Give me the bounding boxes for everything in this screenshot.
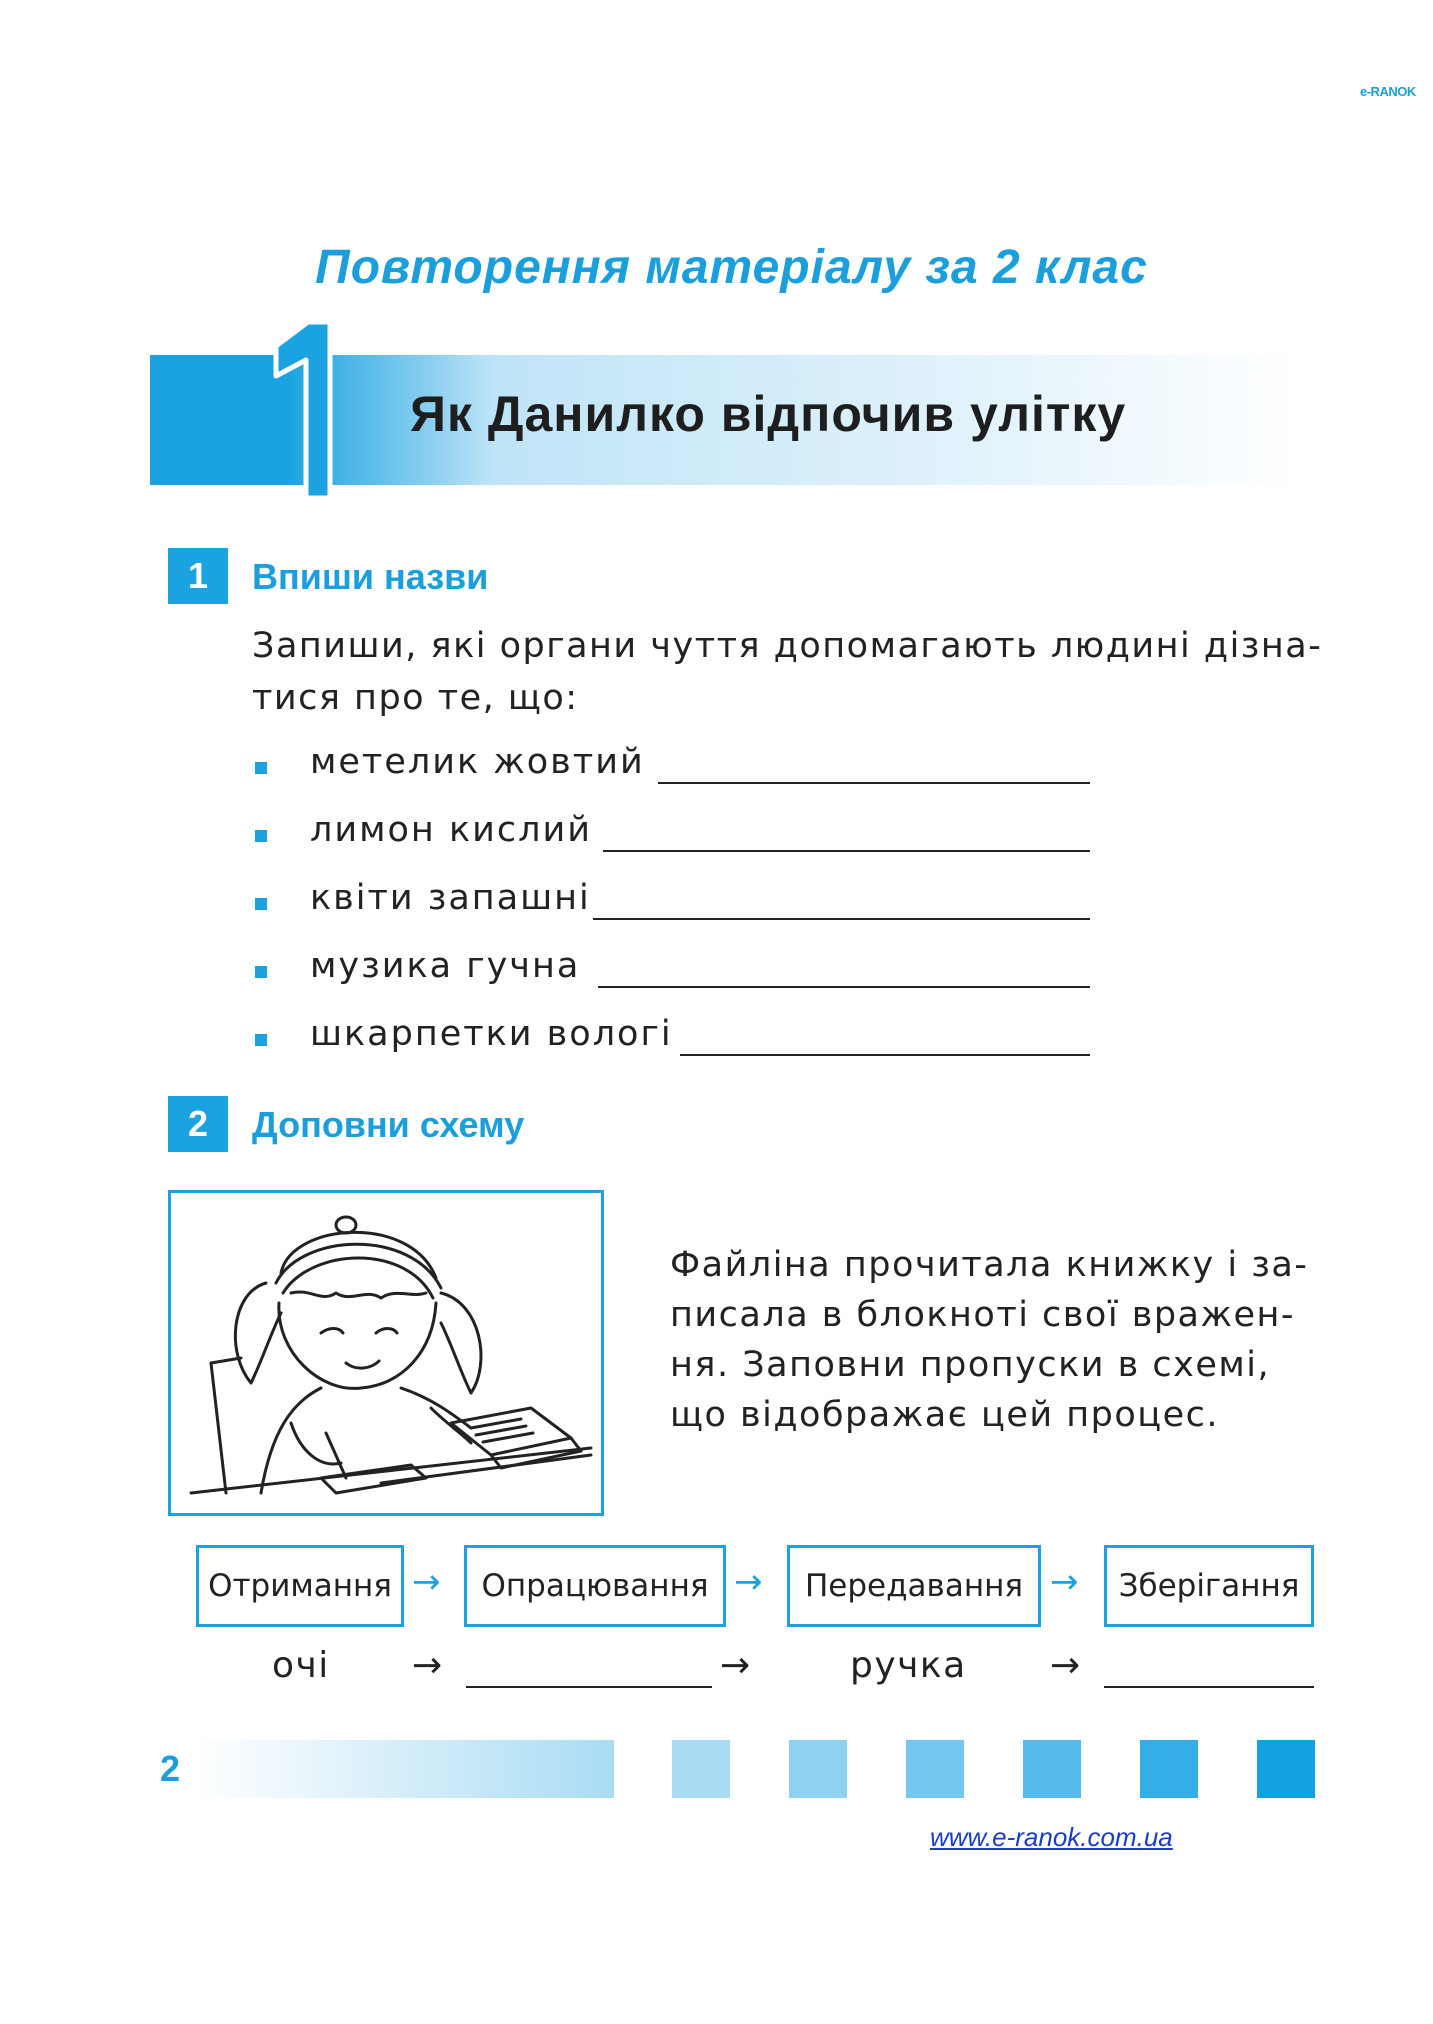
scheme-box-transmitting: Передавання (787, 1545, 1041, 1627)
list-item-label: шкарпетки вологі (310, 1014, 673, 1054)
bullet-icon (255, 898, 267, 910)
lesson-title: Як Данилко відпочив улітку (410, 386, 1127, 442)
list-item-label: метелик жовтий (310, 742, 645, 782)
footer-gradient-bar (196, 1740, 614, 1798)
scheme-value-pen: ручка (850, 1645, 967, 1686)
footer-square (1140, 1740, 1198, 1798)
answer-line[interactable] (593, 918, 1090, 920)
arrow-icon: → (1050, 1645, 1082, 1686)
list-item (310, 742, 645, 792)
bullet-icon (255, 762, 267, 774)
answer-line[interactable] (598, 986, 1090, 988)
description-line: ня. Заповни пропуски в схемі, (670, 1345, 1271, 1385)
list-item (310, 878, 591, 928)
arrow-icon: → (720, 1645, 752, 1686)
publisher-logo: e-RANOK (1360, 84, 1416, 99)
section-title: Повторення матеріалу за 2 клас (315, 241, 1148, 294)
instruction-line-1: Запиши, які органи чуття допомагають людині дізна- (252, 626, 1323, 666)
description-line: що відображає цей процес. (670, 1395, 1219, 1435)
description-line: писала в блокноті свої вражен- (670, 1295, 1296, 1335)
list-item-label: лимон кислий (310, 810, 592, 850)
answer-line[interactable] (658, 782, 1090, 784)
arrow-icon: → (412, 1562, 441, 1602)
website-link[interactable]: www.e-ranok.com.ua (930, 1822, 1173, 1852)
answer-line[interactable] (603, 850, 1090, 852)
bullet-icon (255, 966, 267, 978)
instruction-line-2: тися про те, що: (252, 678, 579, 718)
bullet-icon (255, 830, 267, 842)
task-instruction (252, 620, 1322, 724)
arrow-icon: → (1050, 1562, 1079, 1602)
task-heading: Впиши назви (252, 556, 489, 597)
page-number: 2 (160, 1748, 181, 1789)
scheme-value-eyes: очі (272, 1645, 330, 1686)
task-number-badge: 2 (168, 1096, 228, 1152)
answer-line[interactable] (466, 1684, 712, 1688)
illustration-frame (168, 1190, 604, 1516)
arrow-icon: → (734, 1562, 763, 1602)
list-item-label: музика гучна (310, 946, 581, 986)
scheme-box-processing: Опрацювання (464, 1545, 726, 1627)
arrow-icon: → (412, 1645, 444, 1686)
footer-square (1023, 1740, 1081, 1798)
scheme-box-receiving: Отримання (196, 1545, 404, 1627)
task-description (670, 1240, 1320, 1440)
answer-line[interactable] (1104, 1684, 1314, 1688)
task-heading: Доповни схему (252, 1104, 525, 1145)
answer-line[interactable] (680, 1054, 1090, 1056)
footer-square (906, 1740, 964, 1798)
task-number-badge: 1 (168, 548, 228, 604)
footer-square (672, 1740, 730, 1798)
girl-writing-illustration (171, 1193, 601, 1513)
list-item (310, 810, 592, 860)
lesson-number-graphic (268, 318, 338, 503)
footer-square (789, 1740, 847, 1798)
bullet-icon (255, 1034, 267, 1046)
scheme-box-storing: Зберігання (1104, 1545, 1314, 1627)
description-line: Файліна прочитала книжку і за- (670, 1245, 1309, 1285)
list-item (310, 946, 580, 996)
footer-square (1257, 1740, 1315, 1798)
list-item-label: квіти запашні (310, 878, 591, 918)
list-item (310, 1014, 673, 1064)
